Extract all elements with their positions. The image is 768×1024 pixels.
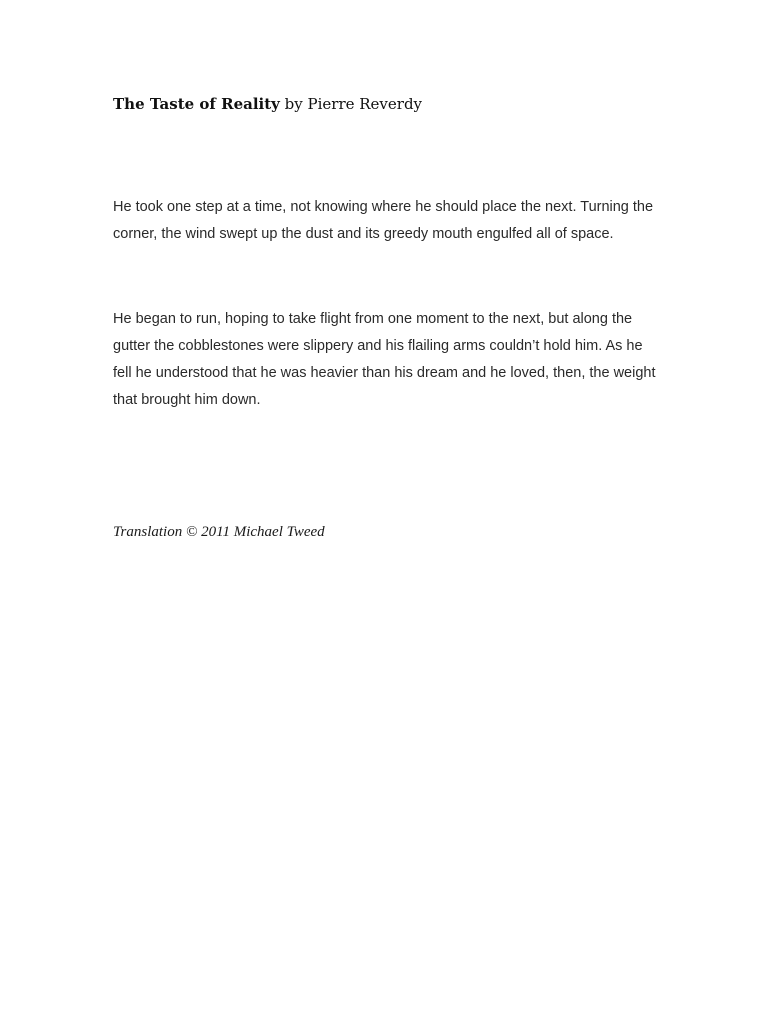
- poem-byline: by Pierre Reverdy: [284, 95, 423, 113]
- translation-credit: Translation © 2011 Michael Tweed: [113, 524, 325, 540]
- paragraph-1: He took one step at a time, not knowing where he should place the next. Turning the corner, the wind swept up the dust and its greedy mouth engulfed all of space.: [113, 199, 654, 242]
- paragraph-2: He began to run, hoping to take flight from one moment to the next, but along the gutter the cobblestones were slippery and his flailing arms couldn’t hold him. As he fell he understood that he was heavier than his dream and he loved, then, the weight that brought him down.: [113, 311, 656, 408]
- page-title: [113, 93, 673, 115]
- poem-title: The Taste of Reality: [113, 95, 280, 113]
